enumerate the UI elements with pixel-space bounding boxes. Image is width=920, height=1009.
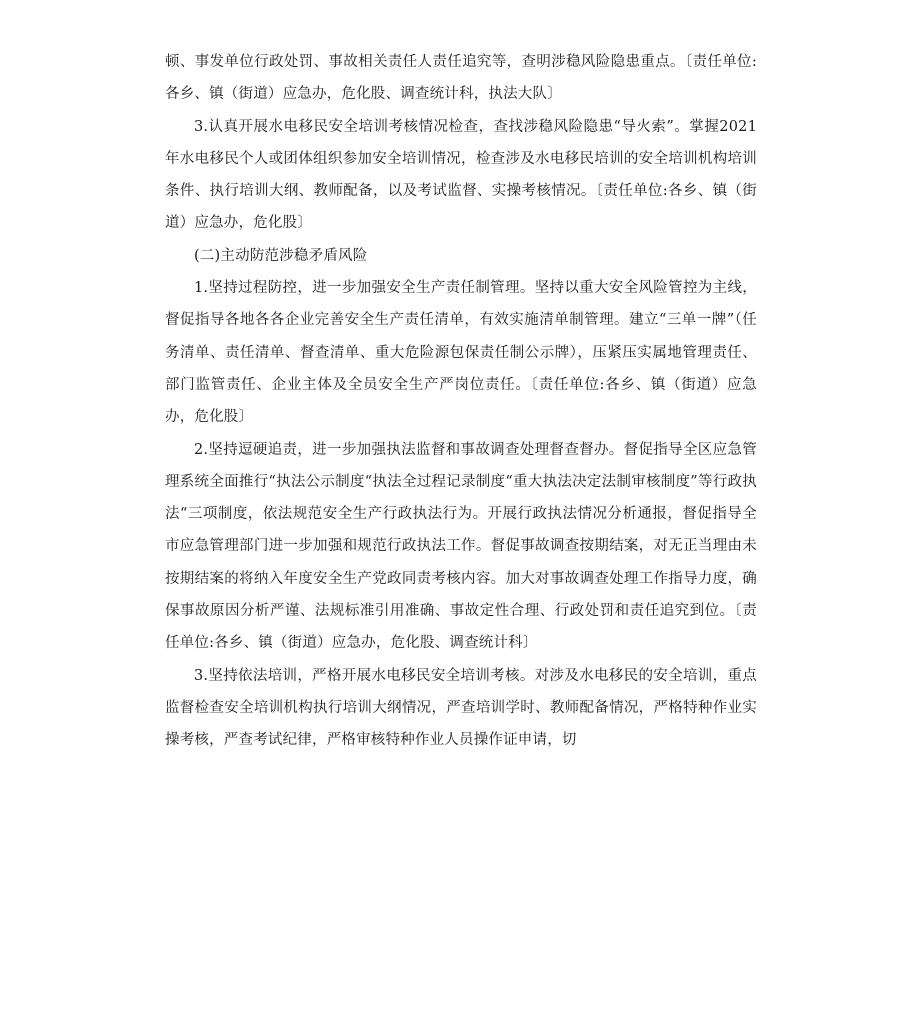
paragraph-item-1-process-control: 1.坚持过程防控，进一步加强安全生产责任制管理。坚持以重大安全风险管控为主线，督促指导各地各各企业完善安全生产责任清单，有效实施清单制管理。建立“三单一牌”（任务清单、责任清单、督查清单、重大危险源包保责任制公示牌），压紧压实属地管理责任、部门监管责任、企业主体及全员安全生产严岗位责任。〔责任单位:各乡、镇（街道）应急办，危化股〕 bbox=[165, 280, 757, 426]
paragraph-item-3-training-check: 3.认真开展水电移民安全培训考核情况检查，查找涉稳风险隐患“导火索”。掌握2021年水电移民个人或团体组织参加安全培训情况，检查涉及水电移民培训的安全培训机构培训条件、执行培训大纲、教师配备，以及考试监督、实操考核情况。〔责任单位:各乡、镇（街道）应急办，危化股〕 bbox=[165, 118, 757, 232]
paragraph-item-3-lawful-training: 3.坚持依法培训，严格开展水电移民安全培训考核。对涉及水电移民的安全培训，重点监督检查安全培训机构执行培训大纲情况，严查培训学时、教师配备情况，严格特种作业实操考核，严查考试纪律，严格审核特种作业人员操作证申请，切 bbox=[165, 667, 757, 749]
section-heading-2: (二)主动防范涉稳矛盾风险 bbox=[194, 247, 368, 264]
document-page bbox=[165, 46, 757, 966]
paragraph-item-2-accountability: 2.坚持逗硬追责，进一步加强执法监督和事故调查处理督查督办。督促指导全区应急管理系统全面推行“执法公示制度“执法全过程记录制度“重大执法决定法制审核制度”等行政执法“三项制度，依法规范安全生产行政执法行为。开展行政执法情况分析通报，督促指导全市应急管理部门进一步加强和规范行政执法工作。督促事故调查按期结案，对无正当理由未按期结案的将纳入年度安全生产党政同责考核内容。加大对事故调查处理工作指导力度，确保事故原因分析严谨、法规标准引用准确、事故定性合理、行政处罚和责任追究到位。〔责任单位:各乡、镇（街道）应急办，危化股、调查统计科〕 bbox=[165, 441, 757, 652]
paragraph-continuation: 顿、事发单位行政处罚、事故相关责任人责任追究等，查明涉稳风险隐患重点。〔责任单位:各乡、镇（街道）应急办，危化股、调查统计科，执法大队〕 bbox=[165, 54, 757, 103]
